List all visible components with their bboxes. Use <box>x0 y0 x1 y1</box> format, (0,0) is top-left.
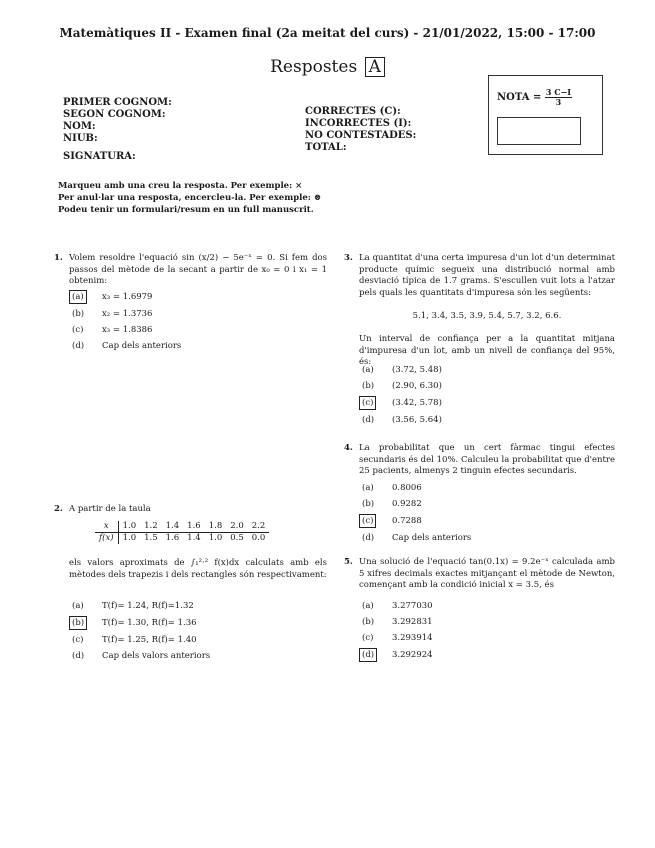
question-text: Volem resoldre l'equació sin (x/2) − 5e⁻ˣ = 0. Si fem dos passos del mètode de la secant a partir de x₀ = 0 i x₁ = 1 obtenim: <box>69 253 327 286</box>
option-c[interactable] <box>362 396 442 410</box>
option-a[interactable] <box>72 600 210 612</box>
option-b[interactable] <box>362 498 471 510</box>
instruction-mark: Marqueu amb una creu la resposta. Per exemple: × <box>58 181 303 191</box>
option-text: 3.277030 <box>392 601 433 611</box>
option-text: Cap dels valors anteriors <box>102 651 211 661</box>
option-letter: (d) <box>362 415 375 425</box>
table-cell: 2.2 <box>248 521 270 533</box>
option-text: 0.7288 <box>392 516 422 526</box>
grade-label: NOTA = <box>497 92 542 103</box>
option-d[interactable] <box>362 648 433 662</box>
option-text: 3.292924 <box>392 650 433 660</box>
table-cell: 1.6 <box>165 533 180 543</box>
option-text: T(f)= 1.25, R(f)= 1.40 <box>102 635 197 645</box>
question-4-options <box>362 482 471 544</box>
option-c[interactable] <box>72 324 181 336</box>
question-1-options <box>72 290 181 352</box>
option-letter: (b) <box>72 309 85 319</box>
option-b[interactable] <box>72 308 181 320</box>
question-1 <box>54 253 327 288</box>
marked-answer-box: (b) <box>69 616 87 630</box>
grade-formula <box>497 88 572 107</box>
total-label: TOTAL: <box>305 142 347 153</box>
option-text: 0.8006 <box>392 483 422 493</box>
instruction-cancel: Per anul·lar una resposta, encercleu-la. Per exemple: ⊗ <box>58 193 321 203</box>
option-text: T(f)= 1.24, R(f)=1.32 <box>102 601 194 611</box>
option-c[interactable] <box>72 634 210 646</box>
option-text: (2.90, 6.30) <box>392 381 442 391</box>
table-cell: 1.4 <box>162 521 184 533</box>
instruction-formulary: Podeu tenir un formulari/resum en un full manuscrit. <box>58 205 314 215</box>
table-cell: 1.0 <box>122 533 137 543</box>
option-d[interactable] <box>362 532 471 544</box>
question-number: 2. <box>54 504 63 514</box>
name-label: NOM: <box>63 121 96 132</box>
option-a[interactable] <box>362 600 433 612</box>
question-3-text-2: Un interval de confiança per a la quantitat mitjana d'impuresa d'un lot, amb un nivell de confiança del 95%, és: <box>359 334 615 367</box>
option-b[interactable] <box>362 380 442 392</box>
option-text: (3.72, 5.48) <box>392 365 442 375</box>
unanswered-label: NO CONTESTADES: <box>305 130 417 141</box>
question-5 <box>344 557 615 592</box>
option-a[interactable] <box>362 364 442 376</box>
option-letter: (d) <box>72 341 85 351</box>
marked-answer-box: (c) <box>359 514 376 528</box>
grade-numerator: 3 C−I <box>545 87 572 97</box>
question-text: Una solució de l'equació tan(0.1x) = 9.2e⁻ˣ calculada amb 5 xifres decimals exactes mitjançant el mètode de Newton, començant amb la condició inicial x = 3.5, és <box>359 557 615 590</box>
option-d[interactable] <box>362 414 442 426</box>
table-cell: 2.0 <box>226 521 248 533</box>
table-header-fx: f(x) <box>95 533 118 545</box>
table-cell: 1.6 <box>183 521 205 533</box>
option-letter: (b) <box>362 381 375 391</box>
question-text: La probabilitat que un cert fàrmac tingui efectes secundaris és del 10%. Calculeu la probabilitat que d'entre 25 pacients, almenys 2 tinguin efectes secundaris. <box>359 443 615 476</box>
student-fields <box>63 97 172 145</box>
question-number: 5. <box>344 557 353 567</box>
option-c[interactable] <box>362 514 471 528</box>
niub-label: NIUB: <box>63 133 98 144</box>
option-letter: (a) <box>362 601 374 611</box>
question-3-options <box>362 364 442 426</box>
option-letter: (a) <box>362 365 374 375</box>
table-cell: 0.0 <box>251 533 266 543</box>
option-d[interactable] <box>72 340 181 352</box>
marked-answer-box: (a) <box>69 290 87 304</box>
option-letter: (b) <box>362 617 375 627</box>
option-a[interactable] <box>362 482 471 494</box>
option-letter: (c) <box>72 325 84 335</box>
question-2-options <box>72 600 210 662</box>
question-intro: A partir de la taula <box>69 504 151 514</box>
data-line: 5.1, 3.4, 3.5, 3.9, 5.4, 5.7, 3.2, 6.6. <box>412 311 562 321</box>
question-4 <box>344 443 615 478</box>
option-letter: (a) <box>362 483 374 493</box>
question-text: La quantitat d'una certa impuresa d'un lot d'un determinat producte químic segueix una distribució normal amb desviació típica de 1.7 grams. S'escullen vuit lots a l'atzar pels quals les quantitats d'impuresa són les següents: <box>359 253 615 298</box>
table-cell: 1.4 <box>187 533 201 543</box>
option-text: Cap dels anteriors <box>102 341 182 351</box>
marked-answer-box: (d) <box>359 648 377 662</box>
grade-denominator: 3 <box>555 97 562 107</box>
option-letter: (c) <box>72 635 84 645</box>
option-text: x₂ = 1.3736 <box>102 309 153 319</box>
option-text: x₃ = 1.6979 <box>102 292 153 302</box>
marked-answer-box: (c) <box>359 396 376 410</box>
answers-label: Respostes <box>270 57 358 77</box>
data-table-wrapper <box>95 521 269 544</box>
question-2 <box>54 504 327 516</box>
question-2-text: els valors aproximats de ∫₁²·² f(x)dx calculats amb els mètodes dels trapezis i dels rectangles són respectivament: <box>69 558 327 580</box>
option-b[interactable] <box>362 616 433 628</box>
table-cell: 0.5 <box>230 533 244 543</box>
table-cell: 1.2 <box>140 521 162 533</box>
question-number: 4. <box>344 443 353 453</box>
option-d[interactable] <box>72 650 210 662</box>
exam-version-badge: A <box>365 57 385 77</box>
option-text: 0.9282 <box>392 499 422 509</box>
option-text: (3.42, 5.78) <box>392 398 442 408</box>
first-surname-label: PRIMER COGNOM: <box>63 97 172 108</box>
option-letter: (a) <box>72 601 84 611</box>
table-cell: 1.0 <box>118 521 140 533</box>
option-text: T(f)= 1.30, R(f)= 1.36 <box>102 618 197 628</box>
table-cell: 1.8 <box>205 521 227 533</box>
option-b[interactable] <box>72 616 210 630</box>
correct-label: CORRECTES (C): <box>305 106 401 117</box>
option-letter: (b) <box>362 499 375 509</box>
option-c[interactable] <box>362 632 433 644</box>
option-a[interactable] <box>72 290 181 304</box>
option-letter: (d) <box>72 651 85 661</box>
signature-label: SIGNATURA: <box>63 151 136 162</box>
incorrect-label: INCORRECTES (I): <box>305 118 412 129</box>
question-number: 3. <box>344 253 353 263</box>
question-5-options <box>362 600 433 662</box>
data-table <box>95 521 269 544</box>
option-text: (3.56, 5.64) <box>392 415 442 425</box>
table-cell: 1.0 <box>208 533 223 543</box>
option-letter: (c) <box>362 633 374 643</box>
exam-title: Matemàtiques II - Examen final (2a meitat del curs) - 21/01/2022, 15:00 - 17:00 <box>59 26 596 40</box>
grade-input-box[interactable] <box>497 117 581 145</box>
grade-fraction <box>545 88 572 107</box>
option-text: x₃ = 1.8386 <box>102 325 153 335</box>
score-fields <box>305 106 416 154</box>
second-surname-label: SEGON COGNOM: <box>63 109 166 120</box>
question-3 <box>344 253 615 299</box>
option-letter: (d) <box>362 533 375 543</box>
table-cell: 1.5 <box>144 533 158 543</box>
option-text: 3.292831 <box>392 617 433 627</box>
table-header-x: x <box>95 521 118 533</box>
answers-heading <box>0 57 655 77</box>
question-number: 1. <box>54 253 63 263</box>
option-text: Cap dels anteriors <box>392 533 472 543</box>
option-text: 3.293914 <box>392 633 433 643</box>
